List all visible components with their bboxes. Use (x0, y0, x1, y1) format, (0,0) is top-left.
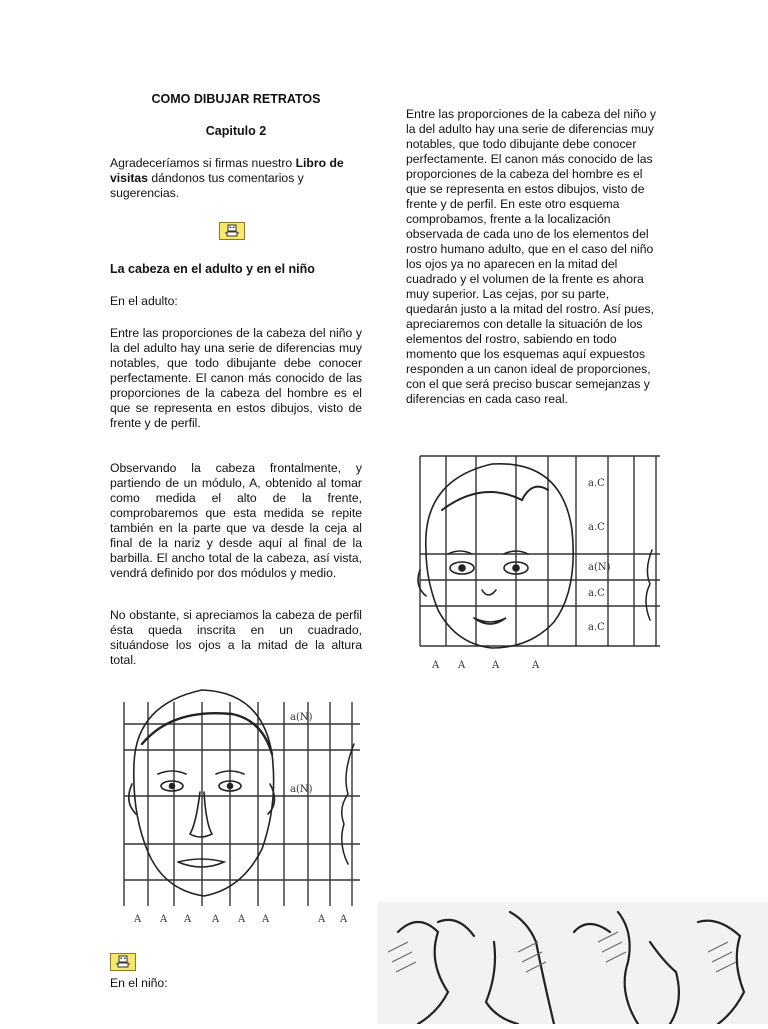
child-head-proportions-image (412, 450, 660, 686)
child-label: En el niño: (110, 976, 168, 990)
svg-text:A: A (340, 914, 348, 925)
right-paragraph: Entre las proporciones de la cabeza del niño y la del adulto hay una serie de diferencias muy notables, que todo dibujante debe conocer perfectamente. El canon más conocido de las proporciones de la cabeza del hombre es el que se representa en estos dibujos, visto de frente y de perfil. En este otro esquema comprobamos, frente a la localización observada de cada uno de los elementos del rostro humano adulto, que en el caso del niño los ojos ya no aparecen en la mitad del cuadrado y el volumen de la frente es ahora muy superior. Las cejas, por su parte, quedarán justo a la mitad del rostro. Así pues, apreciaremos con detalle la situación de los elementos del rostro, sabiendo en todo momento que los esquemas aquí expuestos responden a un canon ideal de proporciones, con el que será preciso buscar semejanzas y diferencias en cada caso real. (406, 107, 656, 406)
svg-text:A: A (160, 914, 168, 925)
section-heading: La cabeza en el adulto y en el niño (110, 262, 315, 276)
svg-text:a(N): a(N) (588, 562, 611, 573)
svg-text:A: A (238, 914, 246, 925)
guestbook-invitation: Agradeceríamos si firmas nuestro Libro de visitas dándonos tus comentarios y sugerencias. (110, 156, 344, 200)
svg-text:a.C: a.C (588, 478, 605, 489)
svg-text:A: A (262, 914, 270, 925)
svg-text:A: A (318, 914, 326, 925)
page-title: COMO DIBUJAR RETRATOS (151, 92, 321, 106)
paragraph-3: No obstante, si apreciamos la cabeza de perfil ésta queda inscrita en un cuadrado, situándose los ojos a la mitad de la altura total. (110, 608, 362, 667)
guestbook-link[interactable]: Libro de visitas (110, 156, 344, 185)
paragraph-1: Entre las proporciones de la cabeza del niño y la del adulto hay una serie de diferencias muy notables, que todo dibujante debe conocer perfectamente. El canon más conocido de las proporciones de la cabeza del hombre es el que se representa en estos dibujos, visto de frente y de perfil. (110, 326, 362, 430)
adult-head-proportions-image (112, 684, 360, 934)
svg-text:A: A (212, 914, 220, 925)
paragraph-2: Observando la cabeza frontalmente, y partiendo de un módulo, A, obtenido al tomar como medida el alto de la frente, comprobaremos que esta medida se repite también en la parte que va desde la ceja al final de la nariz y desde aquí al final de la barbilla. El ancho total de la cabeza, así vista, vendrá definido por dos módulos y medio. (110, 461, 362, 580)
guestbook-icon[interactable] (219, 222, 245, 240)
svg-text:A: A (458, 660, 466, 671)
adult-label: En el adulto: (110, 294, 178, 308)
guestbook-icon[interactable] (110, 953, 136, 971)
svg-text:A: A (134, 914, 142, 925)
svg-text:A: A (532, 660, 540, 671)
svg-text:a(N): a(N) (290, 784, 313, 795)
svg-text:A: A (184, 914, 192, 925)
svg-text:a.C: a.C (588, 522, 605, 533)
svg-text:a.C: a.C (588, 622, 605, 633)
svg-text:A: A (492, 660, 500, 671)
chapter-title: Capitulo 2 (205, 124, 267, 138)
svg-text:a.C: a.C (588, 588, 605, 599)
nose-sketches-image (378, 902, 768, 1024)
svg-text:a(N): a(N) (290, 712, 313, 723)
svg-text:A: A (432, 660, 440, 671)
